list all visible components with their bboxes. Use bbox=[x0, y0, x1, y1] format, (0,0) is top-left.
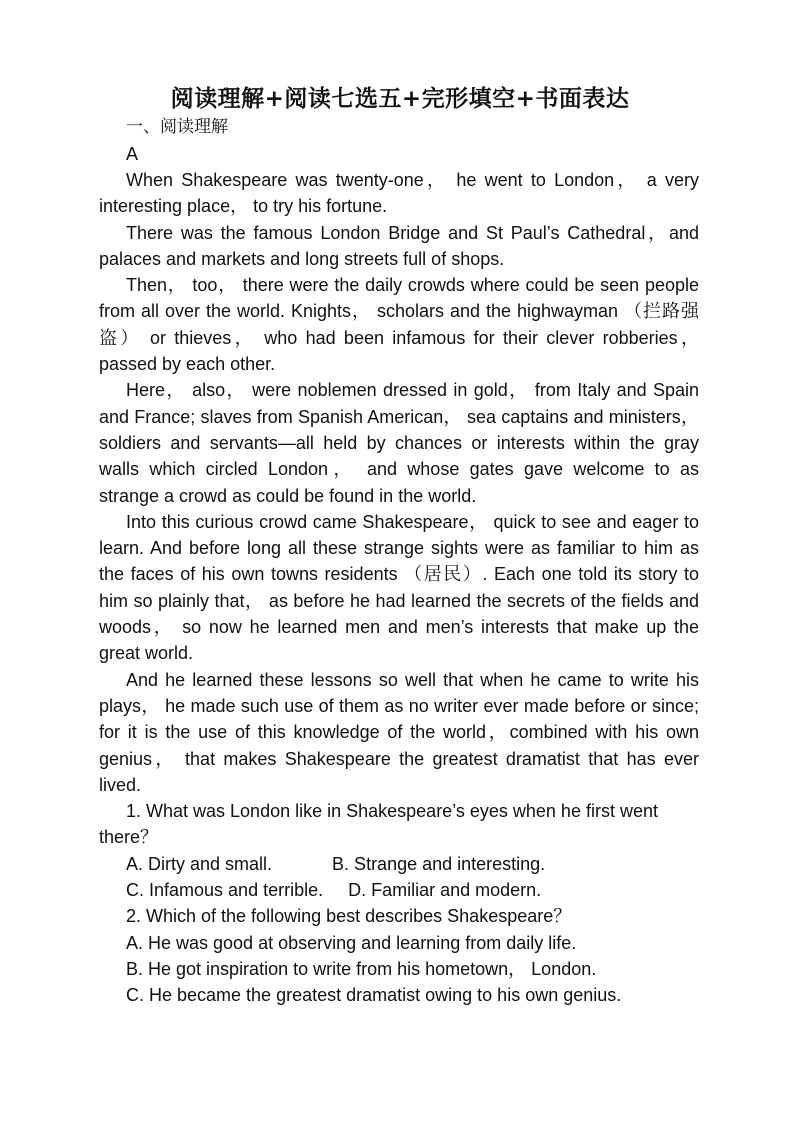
passage-label: A bbox=[126, 144, 139, 164]
paragraph-4: Here， also， were noblemen dressed in gold， from Italy and Spain and France; slaves from Spanish American， sea captains and ministers， soldiers and servants—all held by chances or interests within the gray walls which circled London， and whose gates gave welcome to as strange a crowd as could be found in the world. bbox=[99, 380, 699, 506]
paragraph-5: Into this curious crowd came Shakespeare， quick to see and eager to learn. And before long all these strange sights were as familiar to him as the faces of his own towns residents （居民）. Each one told its story to him so plainly that， as before he had learned the secrets of the fields and woods， so now he learned men and men’s interests that make up the great world. bbox=[99, 511, 699, 664]
section-heading: 一、阅读理解 bbox=[126, 117, 228, 137]
paragraph-2: There was the famous London Bridge and St Paul’s Cathedral，and palaces and markets and long streets full of shops. bbox=[99, 222, 699, 269]
document-title: 阅读理解+阅读七选五+完形填空+书面表达 bbox=[170, 86, 630, 112]
question-1-options-row-1: A. Dirty and small. B. Strange and interesting. bbox=[126, 853, 546, 874]
question-2-option-c: C. He became the greatest dramatist owing to his own genius. bbox=[126, 985, 622, 1006]
question-1-options-row-2: C. Infamous and terrible. D. Familiar and modern. bbox=[126, 880, 542, 901]
paragraph-1: When Shakespeare was twenty-one， he went to London， a very interesting place， to try his fortune. bbox=[99, 170, 699, 217]
question-2-stem: 2. Which of the following best describes Shakespeare？ bbox=[126, 906, 572, 927]
paragraph-6: And he learned these lessons so well that when he came to write his plays， he made such use of them as no writer ever made before or since; for it is the use of this knowledge of the world，combined with his own genius， that makes Shakespeare the greatest dramatist that has ever lived. bbox=[99, 669, 699, 795]
document-body bbox=[99, 114, 699, 1009]
question-1-stem: 1. What was London like in Shakespeare’s eyes when he first went there？ bbox=[99, 801, 658, 848]
question-2-option-b: B. He got inspiration to write from his hometown， London. bbox=[126, 958, 597, 979]
paragraph-3: Then， too， there were the daily crowds where could be seen people from all over the world. Knights， scholars and the highwayman （拦路强盗） or thieves， who had been infamous for their clever robberies， passed by each other. bbox=[99, 275, 699, 375]
question-2-option-a: A. He was good at observing and learning from daily life. bbox=[126, 932, 577, 953]
